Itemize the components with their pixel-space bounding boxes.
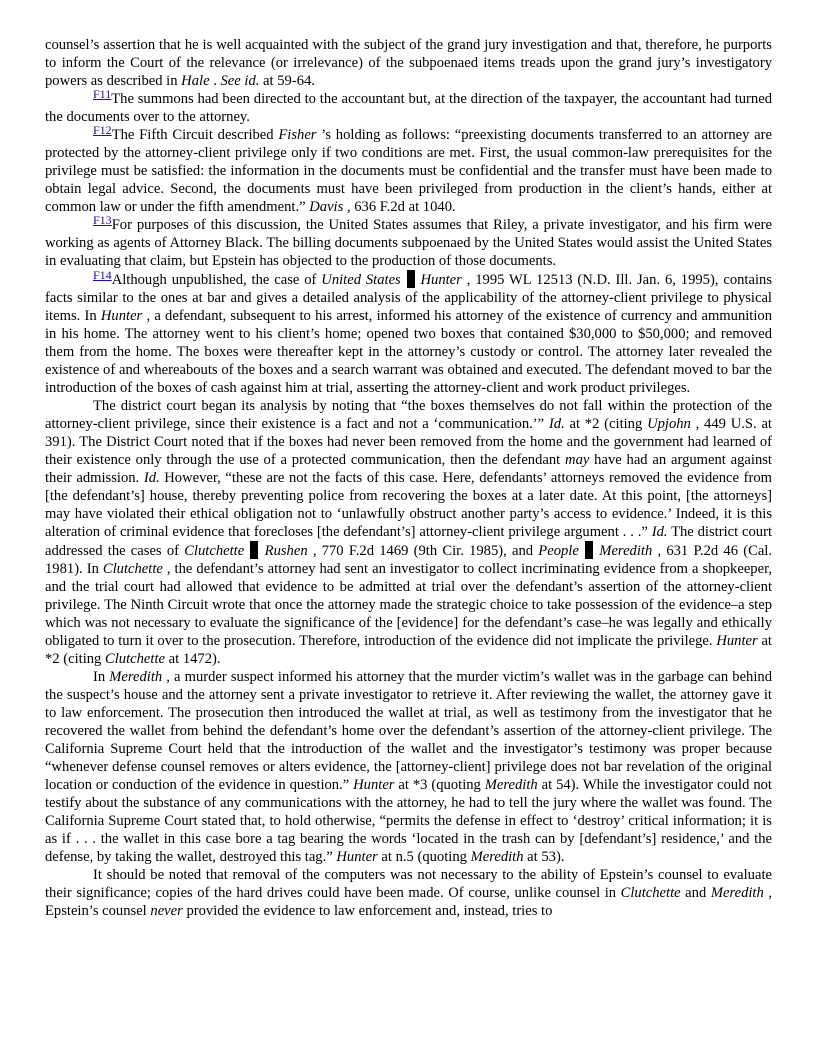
footnote-link-f11[interactable]: F11 [93,87,112,101]
footnote-link-f13[interactable]: F13 [93,213,112,227]
paragraph-removal-of-computers: It should be noted that removal of the computers was not necessary to the ability of Epstein’s counsel to evaluate their significance; copies of the hard drives could have been made. Of course, unlike counsel in Clutchette and Meredith , Epstein’s counsel never provided the evidence to law enforcement and, instead, tries to [45,867,773,919]
paragraph-district-court-analysis: The district court began its analysis by noting that “the boxes themselves do not fall within the protection of the attorney-client privilege, since their existence is a fact and not a ‘communication.’” Id. at *2 (citing Upjohn , 449 U.S. at 391). The District Court noted that if the boxes had never been removed from the home and the government had learned of their existence only through the use of a protected communication, then the defendant may have had an argument against their admission. Id. However, “these are not the facts of this case. Here, defendants’ attorneys removed the evidence from [the defendant’s] house, thereby preventing police from recovering the boxes at a later date. At this point, [the attorneys] may have violated their ethical obligation not to ‘unlawfully obstruct another party’s access to evidence.’ Indeed, it is this alteration of criminal evidence that forecloses [the defendant’s] attorney-client privilege argument . . .” Id. The district court addressed the cases of Clutchette Rushen , 770 F.2d 1469 (9th Cir. 1985), and People Meredith , 631 P.2d 46 (Cal. 1981). In Clutchette , the defendant’s attorney had sent an investigator to collect incriminating evidence from a shopkeeper, and the trial court had allowed that evidence to be admitted at trial over the defendant’s assertion of the attorney-client privilege. The Ninth Circuit wrote that once the attorney made the strategic choice to take possession of the evidence–a step which was not necessary to evaluate the significance of the [evidence] for the defendant’s case–he was legally and ethically obligated to turn it over to the prosecution. Therefore, introduction of the evidence did not implicate the privilege. Hunter at *2 (citing Clutchette at 1472). [45,398,773,667]
footnote-f12: $^{F12}$The Fifth Circuit described Fisher ’s holding as follows: “preexisting documents transferred to an attorney are protected by the attorney-client privilege only if two conditions are met. First, the usual common-law prerequisites for the privilege must be satisfied: the information in the documents must be confidential and the transfer must have been made to obtain legal advice. Second, the documents must have been privileged from production in the client’s hands, either at common law or under the fifth amendment.” Davis , 636 F.2d at 1040. [45,123,772,215]
footnote-f13: $^{F13}$For purposes of this discussion, the United States assumes that Riley, a private investigator, and his firm were working as agents of Attorney Black. The billing documents subpoenaed by the United States would assist the United States in evaluating that claim, but Epstein has objected to the production of those documents. [45,213,772,269]
redaction-mark [407,270,415,288]
footnote-f11: $^{F11}$The summons had been directed to the accountant but, at the direction of the taxpayer, the accountant had turned the documents over to the attorney. [45,87,772,125]
footnote-link-f14[interactable]: F14 [93,268,112,282]
footnote-link-f12[interactable]: F12 [93,123,112,137]
paragraph-meredith: In Meredith , a murder suspect informed his attorney that the murder victim’s wallet was in the garbage can behind the suspect’s house and the attorney sent a private investigator to retrieve it. After reviewing the wallet, the attorney gave it to law enforcement. The prosecution then introduced the wallet at trial, as well as testimony from the investigator that he recovered the wallet from behind the defendant’s home over the defendant’s assertion of the attorney-client privilege. The California Supreme Court held that the introduction of the wallet and the investigator’s testimony was proper because “whenever defense counsel removes or alters evidence, the [attorney-client] privilege does not bar revelation of the original location or conduction of the evidence in question.” Hunter at *3 (quoting Meredith at 54). While the investigator could not testify about the substance of any communications with the attorney, he had to tell the jury where the wallet was found. The California Supreme Court stated that, to hold otherwise, “permits the defense in effect to ‘destroy’ critical information; it is as if . . . the wallet in this case bore a tag bearing the words ‘located in the trash can by [defendant’s] residence,’ and the defense, by taking the wallet, destroyed this tag.” Hunter at n.5 (quoting Meredith at 53). [45,669,772,865]
paragraph-continuation: counsel’s assertion that he is well acquainted with the subject of the grand jury investigation and that, therefore, he purports to inform the Court of the relevance (or irrelevance) of the subpoenaed items treads upon the grand jury’s investigatory powers as described in Hale . See id. at 59-64. [45,37,772,89]
footnote-f14: $^{F14}$Although unpublished, the case of United States Hunter , 1995 WL 12513 (N.D. Ill. Jan. 6, 1995), contains facts similar to the ones at bar and gives a detailed analysis of the applicability of the attorney-client privilege to physical items. In Hunter , a defendant, subsequent to his arrest, informed his attorney of the existence of currency and ammunition in his home. The attorney went to his client’s home; opened two boxes that contained $30,000 to $50,000; and removed them from the home. The boxes were thereafter kept in the attorney’s custody or control. The attorney later revealed the existence of and whereabouts of the boxes and a search warrant was obtained and executed. The defendant moved to bar the introduction of the boxes of cash against him at trial, asserting the attorney-client and work product privileges. [45,268,772,396]
redaction-mark [585,541,593,559]
document-page [45,36,772,920]
redaction-mark [250,541,258,559]
